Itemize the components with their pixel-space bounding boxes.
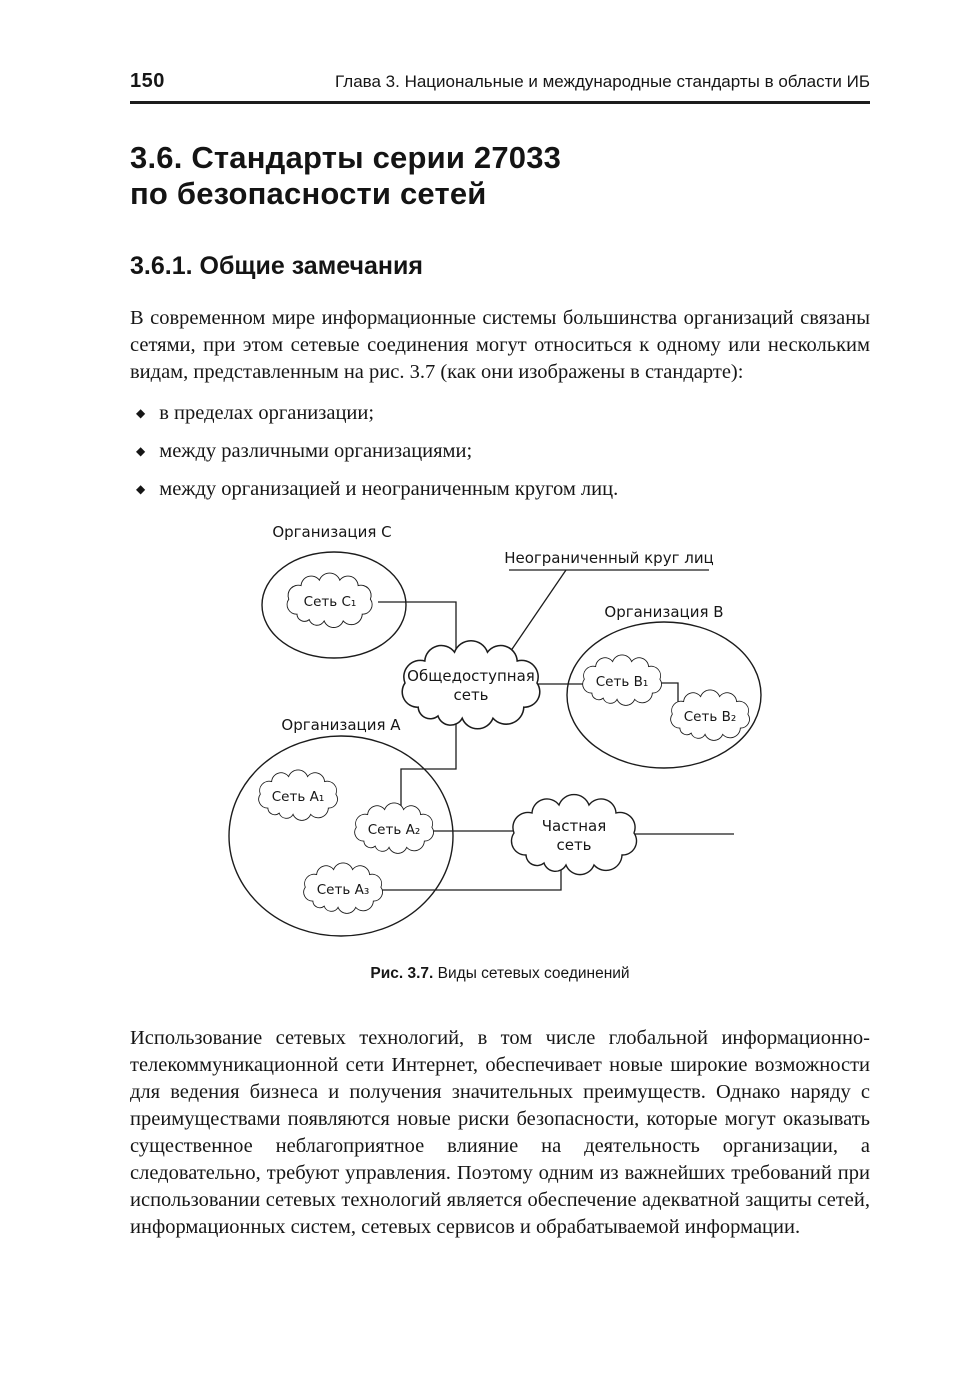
header-rule xyxy=(130,101,870,104)
net-b2-label: Сеть В₂ xyxy=(683,708,737,725)
net-a1-label: Сеть А₁ xyxy=(271,788,325,805)
private-net-label-1: Частная xyxy=(541,816,607,835)
list-item xyxy=(130,400,870,427)
net-b1-label: Сеть В₁ xyxy=(595,673,649,690)
list-item-text: между организацией и неограниченным кругом лиц. xyxy=(159,477,619,500)
unlimited-label: Неограниченный круг лиц xyxy=(504,548,714,567)
net-a3-label: Сеть А₃ xyxy=(316,881,370,898)
pointer-unlimited-public xyxy=(506,570,566,658)
figure-3-7 xyxy=(130,523,870,983)
public-net-label-1: Общедоступная xyxy=(407,666,535,685)
page-number: 150 xyxy=(130,70,165,92)
public-net-label-2: сеть xyxy=(453,685,489,704)
chapter-title: Глава 3. Национальные и международные стандарты в области ИБ xyxy=(335,72,870,91)
connector-a3-private xyxy=(376,863,561,890)
section-title-line1: 3.6. Стандарты серии 27033 xyxy=(130,140,562,175)
figure-caption-label: Рис. 3.7. xyxy=(370,964,434,982)
list-item-text: в пределах организации; xyxy=(159,401,375,424)
figure-caption xyxy=(130,965,870,983)
closing-paragraph: Использование сетевых технологий, в том числе глобальной информационно-телекоммуникационной сети Интернет, обеспечивает новые широкие возможности для ведения бизнеса и получения значительных преимуществ. Однако наряду с преимуществами появляются новые риски безопасности, которые могут оказывать существенное неблагоприятное влияние на деятельность организации, а следовательно, требуют управления. Поэтому одним из важнейших требований при использовании сетевых технологий является обеспечение адекватной защиты сетей, информационных систем, сетевых сервисов и обрабатываемой информации. xyxy=(130,1026,870,1238)
list-item xyxy=(130,438,870,465)
bullet-diamond-icon: ◆ xyxy=(136,405,146,420)
running-header xyxy=(130,70,870,93)
private-net-label-2: сеть xyxy=(556,835,592,854)
bullet-diamond-icon: ◆ xyxy=(136,481,146,496)
section-title-line2: по безопасности сетей xyxy=(130,175,487,211)
bullet-diamond-icon: ◆ xyxy=(136,443,146,458)
bullet-list xyxy=(130,400,870,503)
org-c-label: Организация С xyxy=(272,522,392,541)
intro-paragraph: В современном мире информационные системы большинства организаций связаны сетями, при этом сетевые соединения могут относиться к одному или нескольким видам, представленным на рис. 3.7 (как они изображены в стандарте): xyxy=(130,306,870,383)
net-a2-label: Сеть А₂ xyxy=(367,821,421,838)
net-c1-label: Сеть С₁ xyxy=(303,593,357,610)
subsection-title: 3.6.1. Общие замечания xyxy=(130,251,423,280)
list-item xyxy=(130,476,870,503)
org-a-label: Организация А xyxy=(281,715,401,734)
connector-public-a2 xyxy=(401,713,456,813)
figure-caption-text: Виды сетевых соединений xyxy=(433,964,630,982)
section-title xyxy=(130,140,870,212)
org-b-label: Организация В xyxy=(604,602,724,621)
list-item-text: между различными организациями; xyxy=(159,439,473,462)
network-diagram xyxy=(226,523,786,953)
